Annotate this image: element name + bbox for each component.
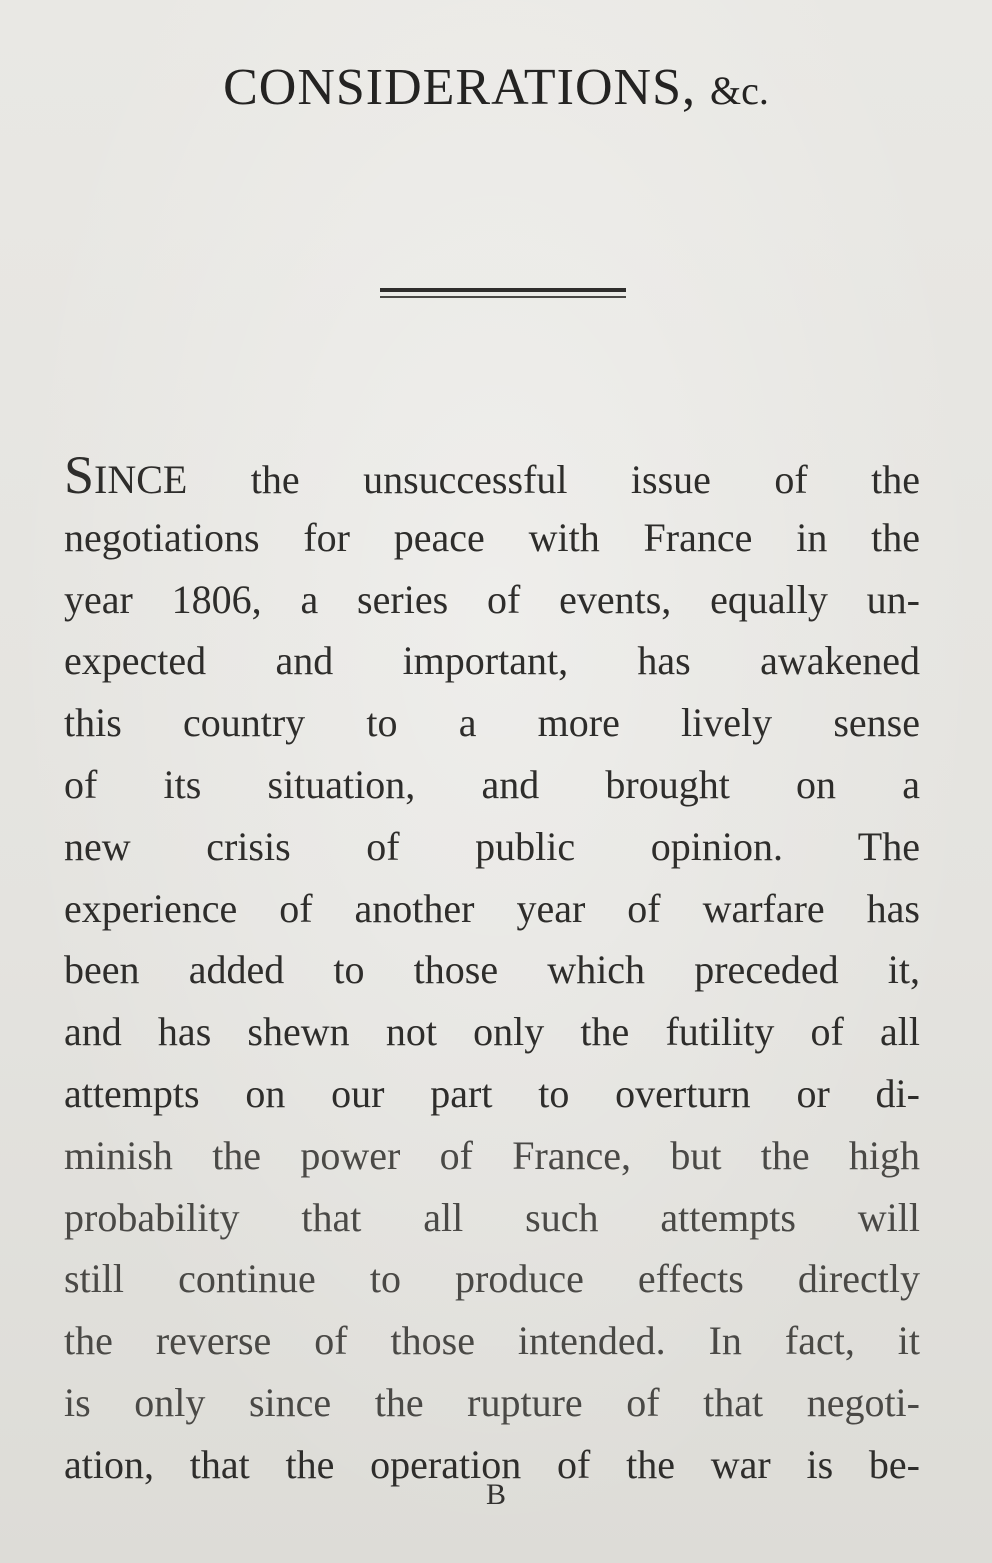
text-line-12: minish the power of France, but the high [64,1132,920,1178]
text-line-4: expected and important, has awakened [64,638,920,684]
signature-mark: B [485,1478,506,1511]
page-title [0,58,992,117]
text-line-7: new crisis of public opinion. The [64,823,920,869]
text-line-13: probability that all such attempts will [64,1194,920,1240]
text-line-15: the reverse of those intended. In fact, it [64,1318,920,1364]
text-line-1 [64,445,920,507]
title-etc: &c. [710,68,769,113]
text-line-6: of its situation, and brought on a [64,761,920,807]
rule-thick [380,288,626,292]
text-line-14: still continue to produce effects directly [64,1256,920,1302]
text-line-16: is only since the rupture of that negoti- [64,1379,920,1425]
text-line-2: negotiations for peace with France in the [64,514,920,560]
text-line-5: this country to a more lively sense [64,700,920,746]
text-line-3: year 1806, a series of events, equally un- [64,576,920,622]
body-paragraph [64,445,920,1496]
title-main: CONSIDERATIONS, [223,59,697,116]
drop-cap: S [64,445,95,505]
text-line-11: attempts on our part to overturn or di- [64,1070,920,1116]
double-rule-divider [380,288,626,302]
text-line-17: ation, that the operation of the war is be- [64,1441,920,1487]
first-line-rest: INCE the unsuccessful issue of the [94,457,920,502]
rule-thin [380,296,626,298]
text-line-10: and has shewn not only the futility of all [64,1009,920,1055]
text-line-8: experience of another year of warfare has [64,885,920,931]
text-line-9: been added to those which preceded it, [64,947,920,993]
